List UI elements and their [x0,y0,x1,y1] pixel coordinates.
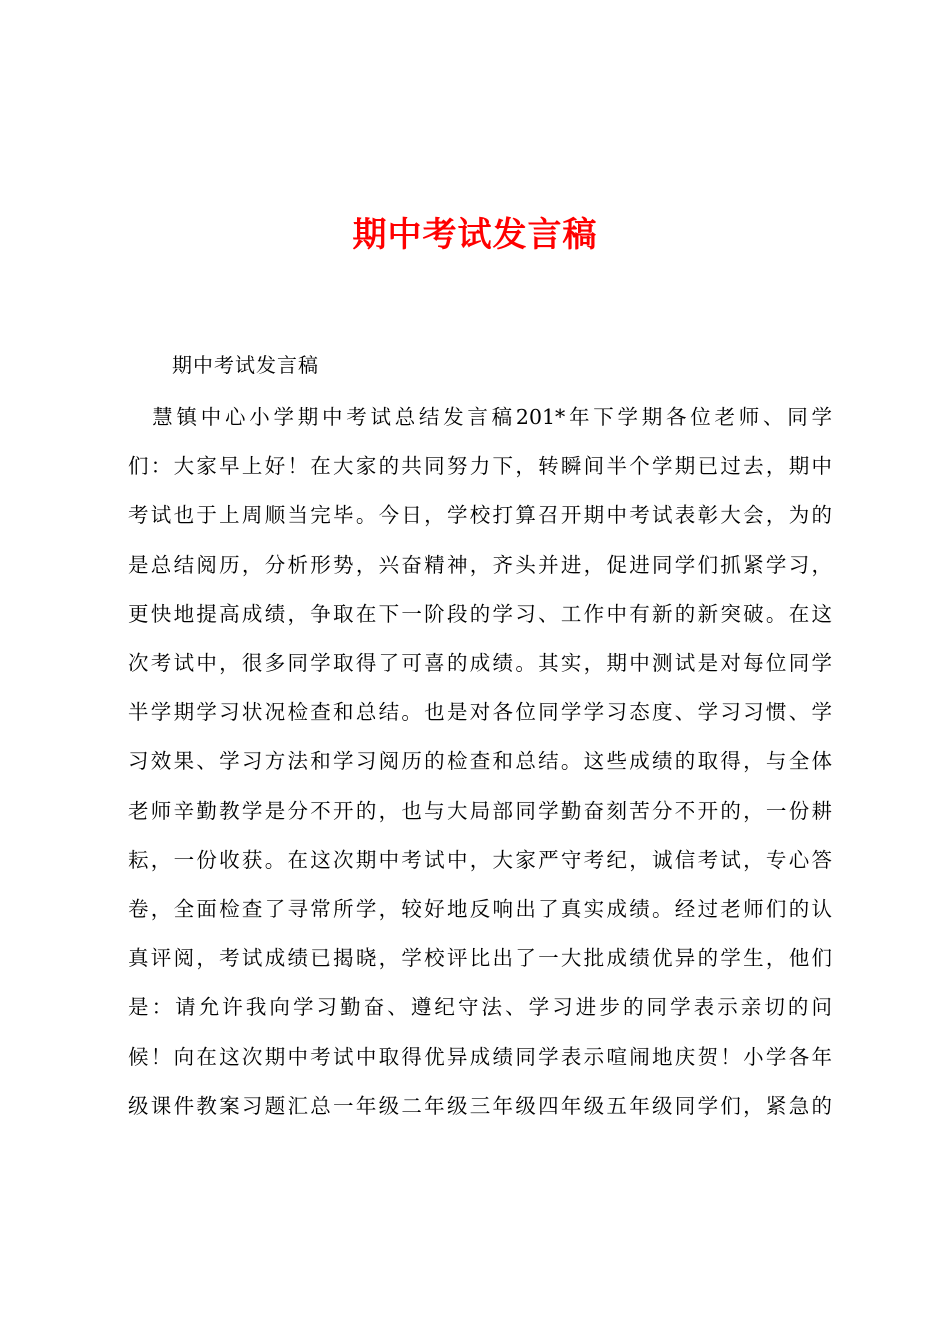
document-title: 期中考试发言稿 [352,215,598,255]
body-paragraph [128,393,832,1131]
body-line: 慧镇中心小学期中考试总结发言稿201*年下学期各位老师、同学 [128,405,832,429]
body-line: 耘，一份收获。在这次期中考试中，大家严守考纪，诚信考试，专心答 [128,847,832,872]
body-line: 更快地提高成绩，争取在下一阶段的学习、工作中有新的新突破。在这 [128,601,832,626]
body-line: 们：大家早上好！在大家的共同努力下，转瞬间半个学期已过去，期中 [128,454,832,479]
body-line: 卷，全面检查了寻常所学，较好地反响出了真实成绩。经过老师们的认 [128,897,832,922]
body-line: 次考试中，很多同学取得了可喜的成绩。其实，期中测试是对每位同学 [128,651,832,676]
body-line: 半学期学习状况检查和总结。也是对各位同学学习态度、学习习惯、学 [128,700,832,725]
body-line: 真评阅，考试成绩已揭晓，学校评比出了一大批成绩优异的学生，他们 [128,946,832,971]
body-line: 考试也于上周顺当完毕。今日，学校打算召开期中考试表彰大会，为的 [128,503,832,528]
body-line: 习效果、学习方法和学习阅历的检查和总结。这些成绩的取得，与全体 [128,749,832,774]
document-subheading: 期中考试发言稿 [172,353,319,377]
body-line: 是：请允许我向学习勤奋、遵纪守法、学习进步的同学表示亲切的问 [128,995,832,1020]
body-line: 候！向在这次期中考试中取得优异成绩同学表示喧闹地庆贺！小学各年 [128,1044,832,1069]
body-line: 级课件教案习题汇总一年级二年级三年级四年级五年级同学们，紧急的 [128,1093,832,1118]
body-line: 老师辛勤教学是分不开的，也与大局部同学勤奋刻苦分不开的，一份耕 [128,798,832,823]
body-line: 是总结阅历，分析形势，兴奋精神，齐头并进，促进同学们抓紧学习， [128,552,832,577]
